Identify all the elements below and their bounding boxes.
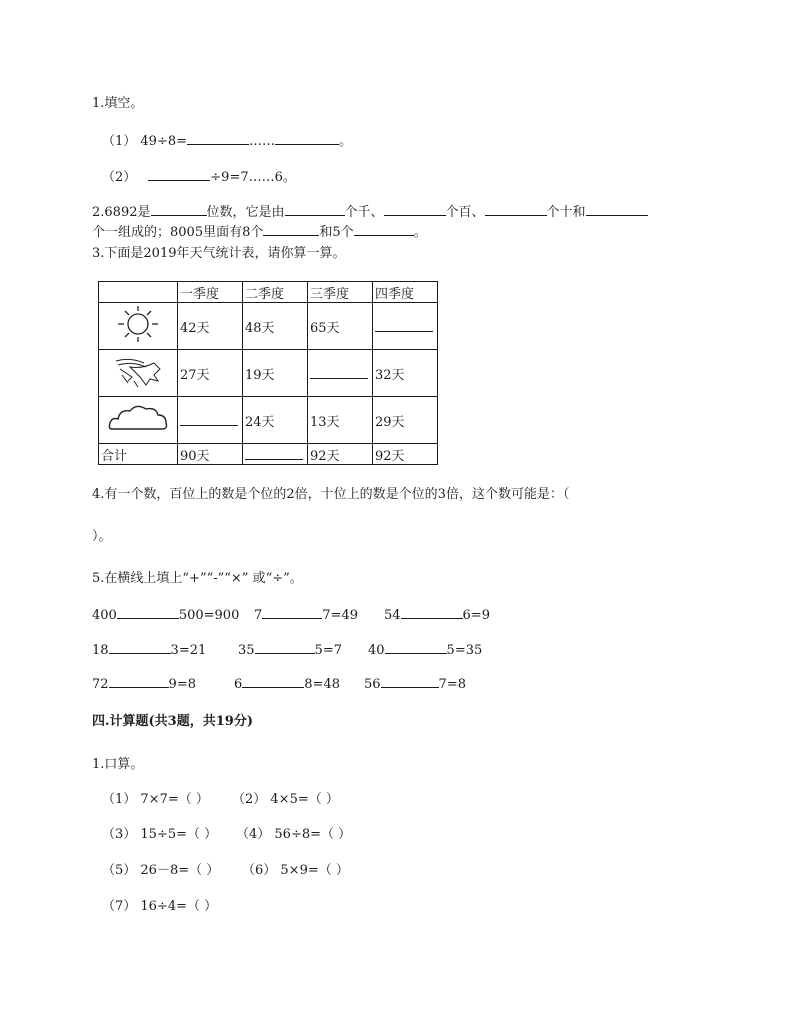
q5-right: 500=900 <box>178 608 240 623</box>
operator-blank[interactable] <box>401 605 463 619</box>
q5-right: 7=8 <box>438 677 466 692</box>
q2-text: 个千、 <box>344 205 384 220</box>
answer-blank[interactable] <box>263 222 319 236</box>
table-cell: 92天 <box>308 444 373 465</box>
q5-right: 5=35 <box>446 643 483 658</box>
table-row-total <box>99 444 438 465</box>
q4-line2: ）。 <box>92 529 112 544</box>
answer-blank[interactable] <box>354 222 414 236</box>
q1-2-prefix: （2） <box>102 170 137 185</box>
q2-text: 2.6892是 <box>92 205 151 220</box>
q5-row <box>368 640 482 660</box>
q5-row <box>238 640 342 660</box>
calc-item: （7） 16÷4=（ ） <box>102 899 218 914</box>
q5-row <box>384 605 490 625</box>
table-cell: 65天 <box>308 303 373 350</box>
q5-left: 18 <box>92 643 109 658</box>
table-cell: 19天 <box>243 350 308 397</box>
weather-table <box>98 281 438 465</box>
table-corner <box>99 282 178 303</box>
table-cell-blank[interactable] <box>178 397 243 444</box>
q5-row <box>364 674 466 694</box>
answer-blank[interactable] <box>148 167 210 181</box>
table-cell: 24天 <box>243 397 308 444</box>
calc-item: （3） 15÷5=（ ） <box>102 827 218 842</box>
table-header: 三季度 <box>308 282 373 303</box>
q2-text: 个一组成的；8005里面有8个 <box>92 225 264 240</box>
q5-left: 54 <box>384 608 401 623</box>
table-header: 四季度 <box>373 282 438 303</box>
section-heading: 四.计算题(共3题，共19分) <box>92 714 253 729</box>
q5-right: 8=48 <box>304 677 340 692</box>
calc-item: （5） 26－8=（ ） <box>102 863 220 878</box>
calc-item: （1） 7×7=（ ） <box>102 792 209 807</box>
q2-text: 个百、 <box>445 205 485 220</box>
q5-row <box>92 640 206 660</box>
table-header: 一季度 <box>178 282 243 303</box>
answer-blank[interactable] <box>586 202 648 216</box>
table-row <box>99 397 438 444</box>
answer-blank[interactable] <box>187 131 249 145</box>
q2-text: 个十和 <box>546 205 586 220</box>
answer-blank[interactable] <box>151 202 207 216</box>
q5-left: 56 <box>364 677 381 692</box>
operator-blank[interactable] <box>385 640 447 654</box>
q1-1-mid: …… <box>249 134 276 149</box>
operator-blank[interactable] <box>109 674 169 688</box>
q1-title: 1.填空。 <box>92 96 144 111</box>
q5-left: 7 <box>254 608 263 623</box>
q5-right: 9=8 <box>168 677 196 692</box>
q3-title: 3.下面是2019年天气统计表，请你算一算。 <box>92 246 346 261</box>
calc-item: （6） 5×9=（ ） <box>242 863 349 878</box>
q5-right: 6=9 <box>462 608 490 623</box>
q5-right: 3=21 <box>170 643 207 658</box>
table-cell: 48天 <box>243 303 308 350</box>
table-header: 二季度 <box>243 282 308 303</box>
q5-row <box>92 605 239 625</box>
q2-text: 位数，它是由 <box>206 205 285 220</box>
q5-left: 72 <box>92 677 109 692</box>
table-cell: 13天 <box>308 397 373 444</box>
q5-row <box>254 605 358 625</box>
table-cell: 92天 <box>373 444 438 465</box>
q1-1 <box>102 131 352 151</box>
table-cell-blank[interactable] <box>373 303 438 350</box>
q2-line2 <box>92 222 427 242</box>
calc-item: （4） 56÷8=（ ） <box>236 827 352 842</box>
total-label: 合计 <box>99 444 178 465</box>
q1-1-end: 。 <box>339 134 353 149</box>
q4-line1: 4.有一个数，百位上的数是个位的2倍，十位上的数是个位的3倍，这个数可能是：（ <box>92 487 570 502</box>
answer-blank[interactable] <box>275 131 339 145</box>
q5-left: 40 <box>368 643 385 658</box>
table-row <box>99 350 438 397</box>
q5-right: 5=7 <box>314 643 342 658</box>
q5-title: 5.在横线上填上“+”“-”“×” 或“÷”。 <box>92 571 303 586</box>
calc-title: 1.口算。 <box>92 757 144 772</box>
answer-blank[interactable] <box>285 202 345 216</box>
table-cell: 29天 <box>373 397 438 444</box>
operator-blank[interactable] <box>255 640 315 654</box>
operator-blank[interactable] <box>381 674 439 688</box>
q5-right: 7=49 <box>322 608 358 623</box>
sun-icon <box>99 303 178 350</box>
wind-rain-icon <box>99 350 178 397</box>
q1-1-prefix: （1） 49÷8= <box>102 134 188 149</box>
q5-left: 400 <box>92 608 117 623</box>
table-row <box>99 303 438 350</box>
q5-row <box>234 674 340 694</box>
table-cell: 90天 <box>178 444 243 465</box>
table-cell-blank[interactable] <box>308 350 373 397</box>
q1-2-mid: ÷9=7……6。 <box>210 170 296 185</box>
calc-item: （2） 4×5=（ ） <box>232 792 339 807</box>
table-cell: 27天 <box>178 350 243 397</box>
operator-blank[interactable] <box>242 674 304 688</box>
operator-blank[interactable] <box>262 605 322 619</box>
q5-row <box>92 674 196 694</box>
operator-blank[interactable] <box>109 640 171 654</box>
q2-text: 和5个 <box>319 225 354 240</box>
q1-2 <box>102 167 296 187</box>
answer-blank[interactable] <box>485 202 547 216</box>
table-cell: 42天 <box>178 303 243 350</box>
q2-line1 <box>92 202 648 222</box>
q5-left: 6 <box>234 677 243 692</box>
q2-text: 。 <box>413 225 427 240</box>
answer-blank[interactable] <box>384 202 446 216</box>
table-cell-blank[interactable] <box>243 444 308 465</box>
cloud-icon <box>99 397 178 444</box>
q5-left: 35 <box>238 643 255 658</box>
operator-blank[interactable] <box>117 605 179 619</box>
table-cell: 32天 <box>373 350 438 397</box>
